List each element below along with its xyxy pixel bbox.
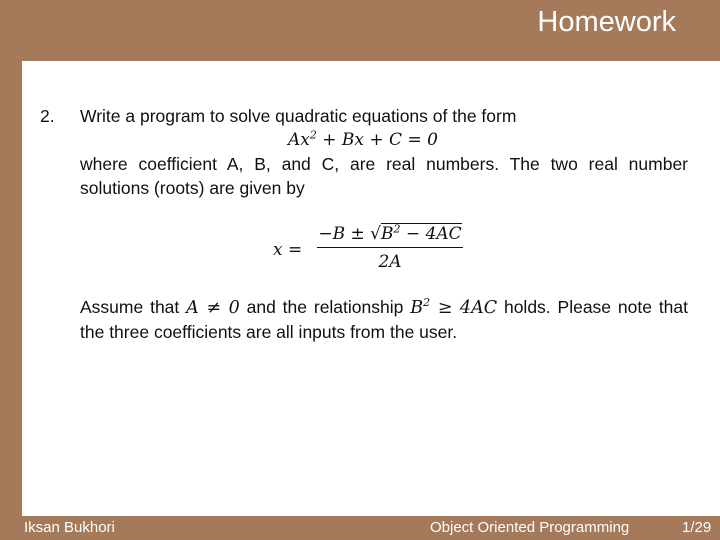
assume-post: holds. Please note that <box>503 297 689 317</box>
formula-denominator: 2A <box>378 252 402 272</box>
cond-exponent: 2 <box>423 296 431 310</box>
assume-pre: Assume that <box>80 297 180 317</box>
content-area <box>22 61 720 516</box>
equation-rest: + Bx + C = 0 <box>322 130 438 150</box>
assume-mid: and the relationship <box>246 297 404 317</box>
assume-condition-a: A ≠ 0 <box>186 298 240 318</box>
inputs-line: the three coefficients are all inputs from the user. <box>80 322 458 342</box>
radicand-rest: − 4AC <box>405 224 462 244</box>
problem-number: 2. <box>40 106 55 126</box>
radicand-exponent: 2 <box>393 222 401 236</box>
numerator-pre: −B ± <box>318 224 365 244</box>
quadratic-formula <box>80 221 688 281</box>
footer-page-number: 1/29 <box>682 519 712 536</box>
assume-condition-b <box>410 298 497 318</box>
formula-fraction <box>315 221 465 274</box>
cond-b: B <box>410 298 424 318</box>
formula-lhs: x = <box>273 240 303 260</box>
coefficients-line: where coefficient A, B, and C, are real numbers. The two real number <box>80 154 688 174</box>
cond-rest: ≥ 4AC <box>437 298 498 318</box>
equation-exponent: 2 <box>309 128 317 142</box>
radicand <box>381 223 462 244</box>
footer-author: Iksan Bukhori <box>24 519 115 536</box>
slide-title: Homework <box>537 6 676 38</box>
radical-sign: √ <box>370 224 381 244</box>
quadratic-equation <box>80 128 688 152</box>
equation-a-term: Ax <box>288 130 310 150</box>
problem-intro-line: Write a program to solve quadratic equations of the form <box>80 106 517 126</box>
assumption-line <box>80 295 688 320</box>
square-root <box>370 221 462 247</box>
radicand-b: B <box>380 224 394 244</box>
roots-line: solutions (roots) are given by <box>80 178 305 198</box>
formula-numerator <box>315 221 465 247</box>
footer-course: Object Oriented Programming <box>430 519 630 536</box>
problem-body <box>80 104 688 344</box>
